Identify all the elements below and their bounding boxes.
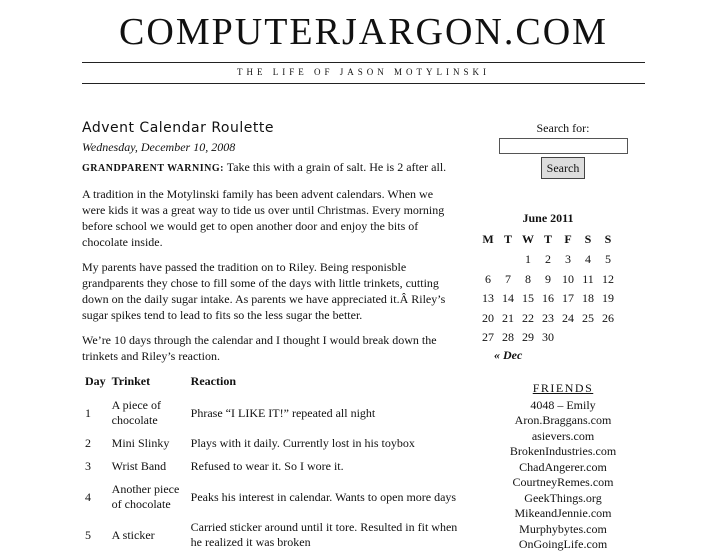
calendar-day: 21 xyxy=(502,310,514,325)
search-button[interactable]: Search xyxy=(541,157,585,179)
table-row xyxy=(82,517,462,555)
calendar-day: 4 xyxy=(585,252,591,267)
calendar-day: 1 xyxy=(525,252,531,267)
calendar-day xyxy=(598,328,618,348)
trinket-cell: Wrist Band xyxy=(111,459,167,473)
calendar-day: 29 xyxy=(522,330,534,345)
reaction-cell: Refused to wear it. So I wore it. xyxy=(190,459,344,473)
reaction-cell: Carried sticker around until it tore. Resulted in fit when he realized it was broken xyxy=(190,520,458,549)
friend-link[interactable]: ChadAngerer.com xyxy=(519,459,607,474)
post-paragraph: We’re 10 days through the calendar and I thought I would break down the trinkets and Riley’s reaction. xyxy=(82,333,437,363)
calendar-day: 3 xyxy=(565,252,571,267)
weekday-header: F xyxy=(564,232,572,246)
weekday-header: M xyxy=(482,232,494,246)
calendar-day: 18 xyxy=(582,291,594,306)
warning-label: GRANDPARENT WARNING: xyxy=(82,163,224,174)
calendar-day: 5 xyxy=(605,252,611,267)
post-paragraph: A tradition in the Motylinski family has been advent calendars. When we were kids it was a great way to tide us over until Christmas. Every morning before school we would get to open another door and enjoy the bits of chocolate inside. xyxy=(82,187,445,249)
calendar-week xyxy=(478,270,618,290)
header-top-divider xyxy=(82,62,645,63)
warning-text: Take this with a grain of salt. He is 2 after all. xyxy=(223,160,447,174)
site-title-link[interactable]: COMPUTERJARGON.COM xyxy=(119,11,608,53)
header-bottom-divider xyxy=(82,83,645,84)
day-cell: 3 xyxy=(85,459,91,473)
friend-link[interactable]: MikeandJennie.com xyxy=(514,506,612,520)
calendar-day xyxy=(558,328,578,348)
search-label: Search for: xyxy=(536,121,590,135)
site-tagline: THE LIFE OF JASON MOTYLINSKI xyxy=(237,67,490,77)
calendar-day: 15 xyxy=(522,291,534,306)
calendar-day: 9 xyxy=(545,271,551,286)
day-cell: 5 xyxy=(85,527,91,542)
calendar-day: 6 xyxy=(485,271,491,286)
calendar-day: 20 xyxy=(482,310,494,325)
calendar-day: 16 xyxy=(542,291,554,306)
friends-heading: FRIENDS xyxy=(532,381,594,395)
trinket-cell: A piece of chocolate xyxy=(111,398,161,427)
calendar-week xyxy=(478,250,618,270)
trinket-cell: Another piece of chocolate xyxy=(111,482,180,511)
day-cell: 1 xyxy=(85,405,91,420)
calendar-day: 22 xyxy=(522,310,534,325)
calendar-prev-month-link[interactable]: « Dec xyxy=(494,348,523,362)
calendar-day xyxy=(578,328,598,348)
calendar-day: 27 xyxy=(482,330,494,345)
post-date: Wednesday, December 10, 2008 xyxy=(82,140,236,154)
weekday-header: T xyxy=(543,232,552,246)
post xyxy=(82,118,457,555)
calendar-week xyxy=(478,328,618,348)
calendar-week xyxy=(478,309,618,329)
trinket-table xyxy=(82,374,462,555)
calendar-day: 13 xyxy=(482,291,494,306)
friends-widget xyxy=(478,381,648,553)
calendar-day: 24 xyxy=(562,310,574,325)
calendar-day: 23 xyxy=(542,310,554,325)
calendar-day: 10 xyxy=(562,271,574,286)
warning-paragraph xyxy=(82,159,457,177)
calendar-day: 7 xyxy=(505,271,511,286)
reaction-cell: Plays with it daily. Currently lost in his toybox xyxy=(190,436,415,450)
table-row xyxy=(82,456,462,479)
calendar-day: 26 xyxy=(602,310,614,325)
trinket-cell: Mini Slinky xyxy=(111,436,170,450)
friend-link[interactable]: Murphybytes.com xyxy=(519,521,607,536)
weekday-header: S xyxy=(584,232,592,246)
calendar-day: 2 xyxy=(545,252,551,267)
calendar-day: 17 xyxy=(562,291,574,306)
friend-link[interactable]: CourtneyRemes.com xyxy=(512,475,614,489)
post-title[interactable]: Advent Calendar Roulette xyxy=(82,120,274,136)
calendar-caption: June 2011 xyxy=(522,211,574,225)
calendar-day xyxy=(498,250,518,270)
table-header-row xyxy=(82,374,462,395)
search-widget xyxy=(478,120,648,179)
calendar-day: 19 xyxy=(602,291,614,306)
friend-link[interactable]: asievers.com xyxy=(531,428,595,443)
trinket-cell: A sticker xyxy=(111,527,155,542)
reaction-cell: Phrase “I LIKE IT!” repeated all night xyxy=(190,405,376,420)
post-paragraph: My parents have passed the tradition on to Riley. Being responisble grandparents they chose to fill some of the days with little trinkets, cutting down on the daily sugar intake. As parents we have appreciated it.Â Riley’s sugar spikes tend to lead to fits so the less sugar the better. xyxy=(82,260,446,322)
calendar-day: 12 xyxy=(602,271,614,286)
column-header-reaction: Reaction xyxy=(190,374,236,388)
day-cell: 4 xyxy=(85,489,91,504)
search-input[interactable] xyxy=(499,138,628,154)
calendar-grid xyxy=(478,229,618,348)
reaction-cell: Peaks his interest in calendar. Wants to open more days xyxy=(190,489,457,504)
calendar-day xyxy=(478,250,498,270)
column-header-trinket: Trinket xyxy=(111,374,151,388)
friend-link[interactable]: 4048 – Emily xyxy=(530,397,596,412)
column-header-day: Day xyxy=(85,374,106,388)
weekday-header: T xyxy=(503,232,512,246)
table-row xyxy=(82,395,462,433)
friend-link[interactable]: Aron.Braggans.com xyxy=(514,413,612,427)
calendar-day: 28 xyxy=(502,330,514,345)
table-row xyxy=(82,433,462,456)
weekday-header: W xyxy=(522,232,534,246)
friend-link[interactable]: OnGoingLife.com xyxy=(518,537,608,551)
calendar-day: 14 xyxy=(502,291,514,306)
friend-link[interactable]: GeekThings.org xyxy=(524,490,602,505)
calendar-day: 11 xyxy=(582,271,594,286)
table-row xyxy=(82,479,462,517)
calendar-day: 8 xyxy=(525,271,531,286)
friend-link[interactable]: BrokenIndustries.com xyxy=(509,444,617,458)
day-cell: 2 xyxy=(85,436,91,450)
calendar-widget xyxy=(478,209,618,348)
calendar-weekday-row xyxy=(478,229,618,250)
calendar-day: 30 xyxy=(542,330,554,345)
calendar-day: 25 xyxy=(582,310,594,325)
weekday-header: S xyxy=(604,232,612,246)
calendar-week xyxy=(478,289,618,309)
